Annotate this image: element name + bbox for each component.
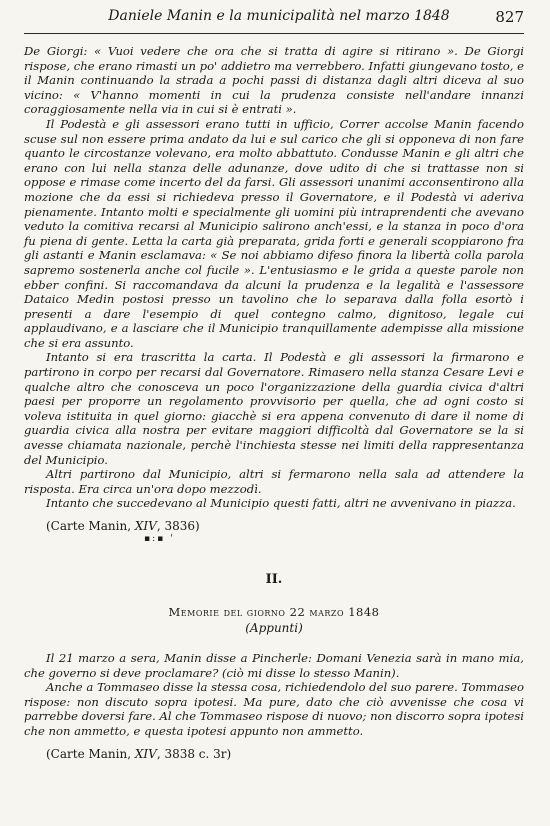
section-subheading: (Appunti): [245, 621, 303, 635]
running-header: [24, 8, 524, 30]
paragraph: Intanto che succedevano al Municipio questi fatti, altri ne avvenivano in piazza.: [46, 496, 516, 511]
paragraph: Intanto si era trascritta la carta. Il Podestà e gli assessori la firmarono e partirono in corpo per recarsi dal Governatore. Rimasero nella stanza Cesare Levi e qualche altro che conosceva un poco l'organizzazione della guardia civica d'altri paesi per proporre un regolamento provvisorio per quella, che ad ogni costo si voleva istituita in quel giorno: giacchè si era appena convenuto di dare il nome di guardia civica alla nostra per evitare maggiori difficoltà dal Governatore se la si avesse chiamata nazionale, perchè l'inchiesta stesse nei limiti della rappresentanza del Municipio.: [24, 350, 524, 467]
paragraph: Il Podestà e gli assessori erano tutti in ufficio, Correr accolse Manin facendo scuse sul non essere prima andato da lui e sul carico che gli si opponeva di non fare quanto le circostanze volevano, era molto abbattuto. Condusse Manin e gli altri che erano con lui nella stanza delle adunanze, dove udito di che si trattasse non si oppose e rimase come incerto del da farsi. Gli assessori unanimi acconsentirono alla mozione che da essi si richiedeva presso il Governatore, e il Podestà vi aderiva pienamente. Intanto molti e specialmente gli uomini più intraprendenti che avevano veduto la comitiva recarsi al Municipio salirono anch'essi, e la stanza in poco d'ora fu piena di gente. Letta la carta già preparata, grida forti e generali scoppiarono fra gli astanti e Manin esclamava: « Se noi abbiamo difeso finora la libertà colla parola sapremo sostenerla anche col fucile ». L'entusiasmo e le grida a queste parole non ebber confini. Si raccomandava da alcuni la prudenza e la legalità e l'assessore Dataico Medin postosi presso un tavolino che lo separava dalla folla esortò i presenti a dare l'esempio di quel contegno calmo, dignitoso, legale cui applaudivano, e a lasciare che il Municipio tranquillamente adempisse alla missione che si era assunto.: [24, 116, 524, 350]
section-heading: Memorie del giorno 22 marzo 1848: [168, 605, 380, 619]
paragraph: Il 21 marzo a sera, Manin disse a Pincherle: Domani Venezia sarà in mano mia, che governo si deve proclamare? (ciò mi disse lo stesso Manin).: [24, 651, 524, 680]
citation: (Carte Manin, XIV, 3836): [46, 519, 200, 533]
section-number: II.: [265, 572, 283, 587]
header-rule: [24, 33, 524, 34]
running-title: Daniele Manin e la municipalità nel marzo 1848: [108, 8, 450, 24]
paragraph: Anche a Tommaseo disse la stessa cosa, richiedendolo del suo parere. Tommaseo rispose: non discuto sopra ipotesi. Ma pure, dato che ciò avvenisse che cosa vi parrebbe doversi fare. Al che Tommaseo rispose di nuovo; non discorro sopra ipotesi che non ammetto, e questa ipotesi appunto non ammetto.: [24, 680, 524, 738]
paragraph: De Giorgi: « Vuoi vedere che ora che si tratta di agire si ritirano ». De Giorgi rispose, che erano rimasti un po' addietro ma verrebbero. Infatti giungevano tosto, e il Manin continuando la strada a pochi passi di distanza dagli altri diceva al suo vicino: « V'hanno momenti in cui la prudenza consiste nell'andare innanzi coraggiosamente nella via in cui si è entrati ».: [24, 44, 524, 117]
page-number: 827: [495, 8, 524, 26]
paragraph: Altri partirono dal Municipio, altri si fermarono nella sala ad attendere la risposta. Era circa un'ora dopo mezzodì.: [24, 467, 524, 496]
citation: (Carte Manin, XIV, 3838 c. 3r): [46, 746, 232, 761]
ink-mark: ▪:▪ ': [144, 534, 175, 544]
